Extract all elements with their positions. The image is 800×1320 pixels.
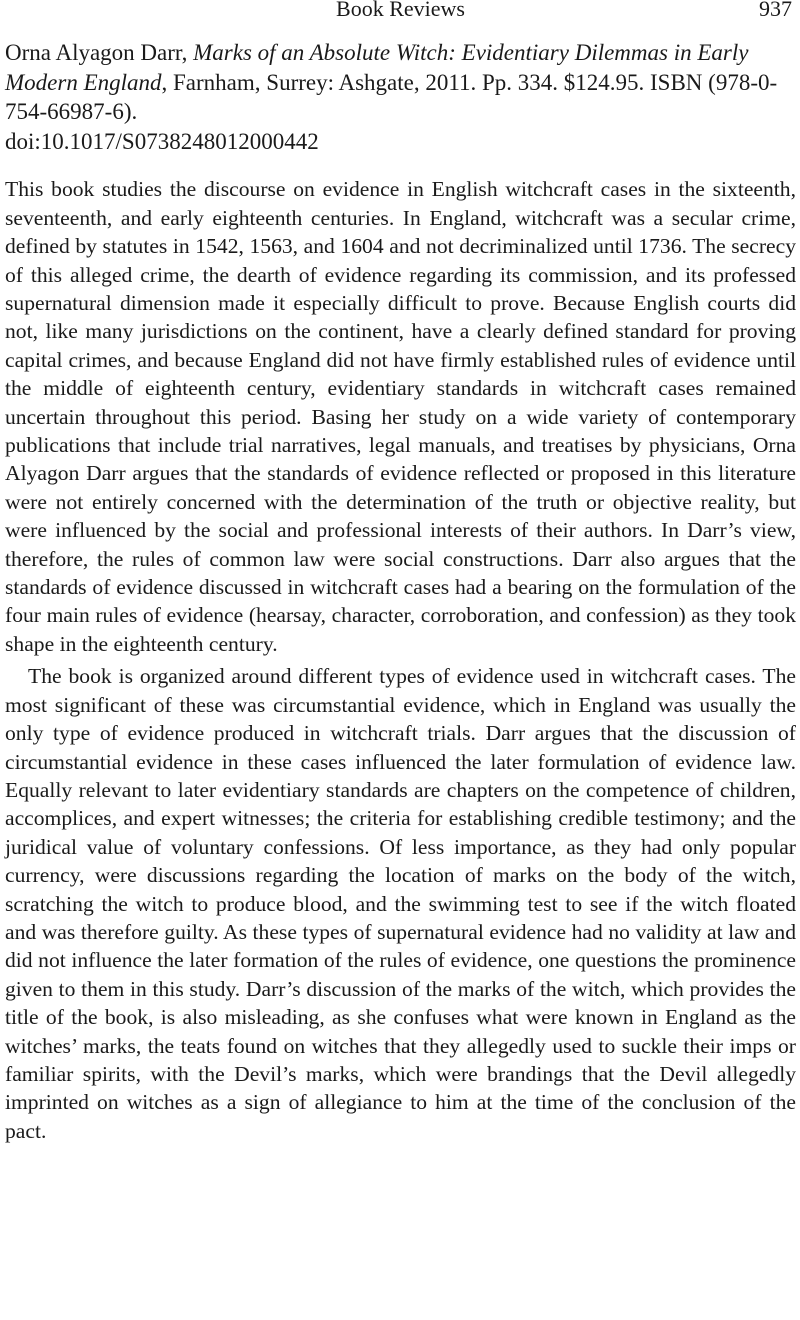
review-paragraph-1: This book studies the discourse on evidence in English witchcraft cases in the sixteenth, seventeenth, and early eighteenth centuries. In England, witchcraft was a secular crime, defined by statutes in 1542, 1563, and 1604 and not decriminalized until 1736. The secrecy of this alleged crime, the dearth of evidence regarding its commission, and its professed supernatural dimension made it especially difficult to prove. Because English courts did not, like many jurisdictions on the continent, have a clearly defined standard for proving capital crimes, and because England did not have firmly established rules of evidence until the middle of eighteenth century, evidentiary standards in witchcraft cases remained uncertain throughout this period. Basing her study on a wide variety of contemporary publications that include trial narratives, legal manuals, and treatises by physicians, Orna Alyagon Darr argues that the standards of evidence reflected or proposed in this literature were not entirely concerned with the determination of the truth or objective reality, but were influenced by the social and professional interests of their authors. In Darr’s view, therefore, the rules of common law were social constructions. Darr also argues that the standards of evidence discussed in witchcraft cases had a bearing on the formulation of the four main rules of evidence (hearsay, character, corroboration, and confession) as they took shape in the eighteenth century. [5,177,796,656]
book-citation [5,38,796,156]
page-number: 937 [759,0,792,21]
running-head-title: Book Reviews [336,0,465,21]
book-title: Marks of an Absolute Witch: Evidentiary Dilemmas in Early Modern England [5,40,749,95]
doi: doi:10.1017/S0738248012000442 [5,128,319,154]
citation-text [5,40,777,124]
book-author: Orna Alyagon Darr, [5,40,194,65]
review-body [5,175,796,1145]
publication-details: , Farnham, Surrey: Ashgate, 2011. Pp. 334. $124.95. ISBN (978-0-754-66987-6). [5,69,778,125]
running-head [5,0,796,24]
review-paragraph-2: The book is organized around different types of evidence used in witchcraft cases. The most significant of these was circumstantial evidence, which in England was usually the only type of evidence produced in witchcraft trials. Darr argues that the discussion of circumstantial evidence in these cases influenced the later formulation of evidence law. Equally relevant to later evidentiary standards are chapters on the competence of children, accomplices, and expert witnesses; the criteria for establishing credible testimony; and the juridical value of voluntary confessions. Of less importance, as they had only popular currency, were discussions regarding the location of marks on the body of the witch, scratching the witch to produce blood, and the swimming test to see if the witch floated and was therefore guilty. As these types of supernatural evidence had no validity at law and did not influence the later formation of the rules of evidence, one questions the prominence given to them in this study. Darr’s discussion of the marks of the witch, which provides the title of the book, is also misleading, as she confuses what were known in England as the witches’ marks, the teats found on witches that they allegedly used to suckle their imps or familiar spirits, with the Devil’s marks, which were brandings that the Devil allegedly imprinted on witches as a sign of allegiance to him at the time of the conclusion of the pact. [5,664,796,1143]
